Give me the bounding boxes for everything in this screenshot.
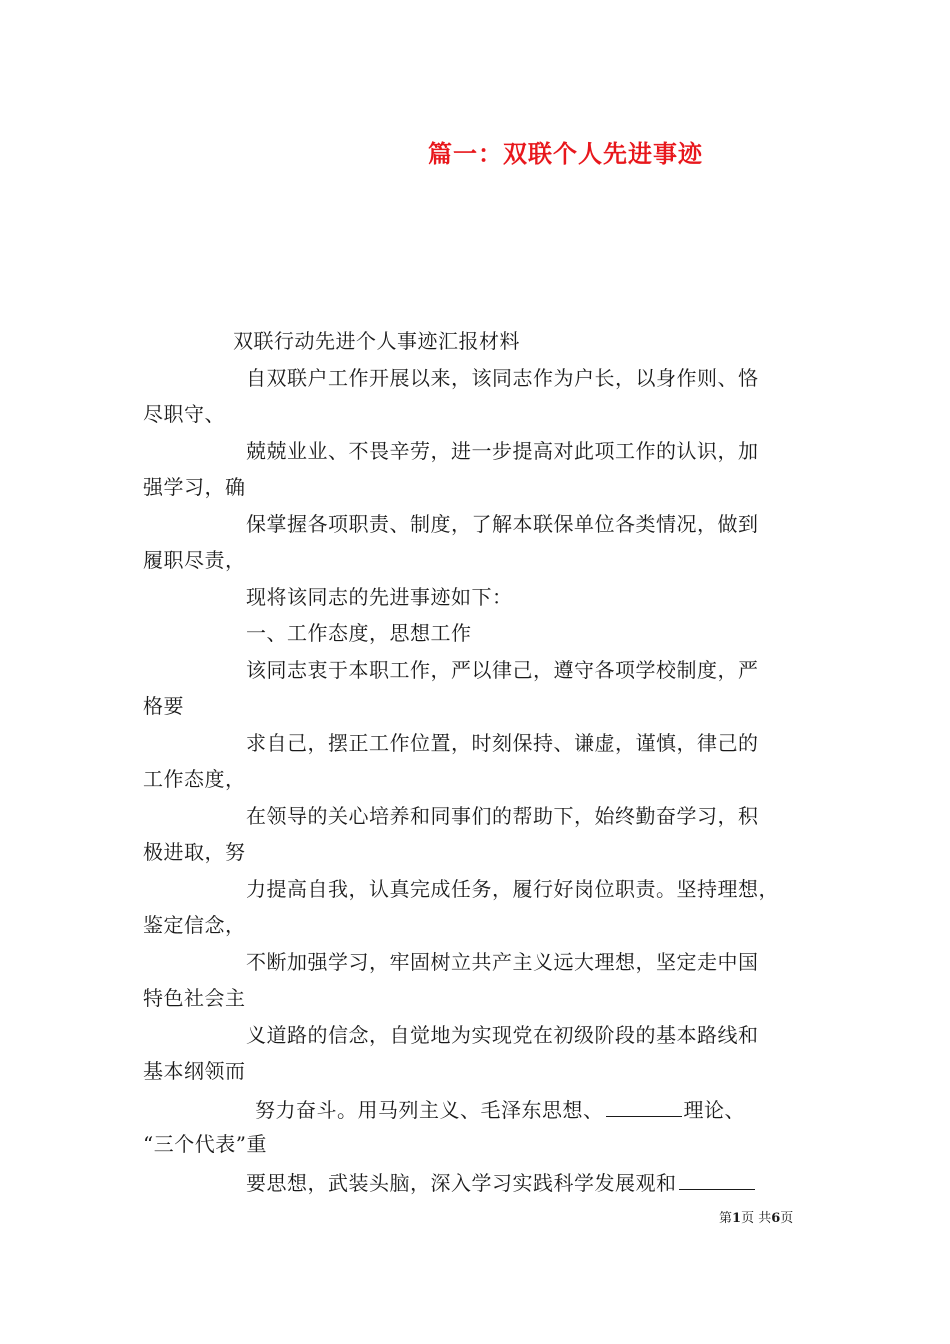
paragraph-line-with-blank	[246, 1169, 757, 1195]
paragraph-text: 要思想，武装头脑，深入学习实践科学发展观和	[246, 1171, 677, 1195]
paragraph-line: 自双联户工作开展以来，该同志作为户长，以身作则、恪	[246, 366, 759, 390]
paragraph-line: 义道路的信念，自觉地为实现党在初级阶段的基本路线和	[246, 1023, 759, 1047]
paragraph-line: 现将该同志的先进事迹如下：	[246, 585, 513, 609]
paragraph-line: 不断加强学习，牢固树立共产主义远大理想，坚定走中国	[246, 950, 759, 974]
paragraph-line: “三个代表”重	[143, 1132, 267, 1156]
paragraph-line-with-blank	[255, 1096, 745, 1122]
paragraph-line: 极进取，努	[143, 840, 246, 864]
paragraph-text: 理论、	[683, 1098, 745, 1122]
footer-prefix: 第	[719, 1211, 733, 1226]
paragraph-line: 特色社会主	[143, 986, 246, 1010]
fill-in-blank	[679, 1169, 755, 1190]
paragraph-line: 强学习，确	[143, 475, 246, 499]
fill-in-blank	[606, 1096, 682, 1117]
paragraph-line: 求自己，摆正工作位置，时刻保持、谦虚，谨慎，律己的	[246, 731, 759, 755]
paragraph-line: 履职尽责，	[143, 548, 246, 572]
footer-total-pages: 6	[771, 1211, 781, 1226]
footer-middle: 页 共	[741, 1211, 772, 1226]
footer-suffix: 页	[780, 1211, 794, 1226]
paragraph-line: 鉴定信念，	[143, 913, 246, 937]
paragraph-line: 保掌握各项职责、制度，了解本联保单位各类情况，做到	[246, 512, 759, 536]
paragraph-line: 基本纲领而	[143, 1059, 246, 1083]
paragraph-line: 在领导的关心培养和同事们的帮助下，始终勤奋学习，积	[246, 804, 759, 828]
section-heading: 一、工作态度，思想工作	[246, 621, 472, 645]
paragraph-line: 格要	[143, 694, 184, 718]
paragraph-line: 力提高自我，认真完成任务，履行好岗位职责。坚持理想，	[246, 877, 779, 901]
document-title: 篇一：双联个人先进事迹	[428, 139, 703, 168]
document-subtitle: 双联行动先进个人事迹汇报材料	[233, 329, 520, 353]
paragraph-line: 工作态度，	[143, 767, 246, 791]
paragraph-line: 兢兢业业、不畏辛劳，进一步提高对此项工作的认识，加	[246, 439, 759, 463]
footer-page-number: 1	[732, 1211, 742, 1226]
paragraph-line: 该同志衷于本职工作，严以律己，遵守各项学校制度，严	[246, 658, 759, 682]
paragraph-line: 尽职守、	[143, 402, 225, 426]
page-footer	[719, 1207, 793, 1226]
paragraph-text: 努力奋斗。用马列主义、毛泽东思想、	[255, 1098, 604, 1122]
